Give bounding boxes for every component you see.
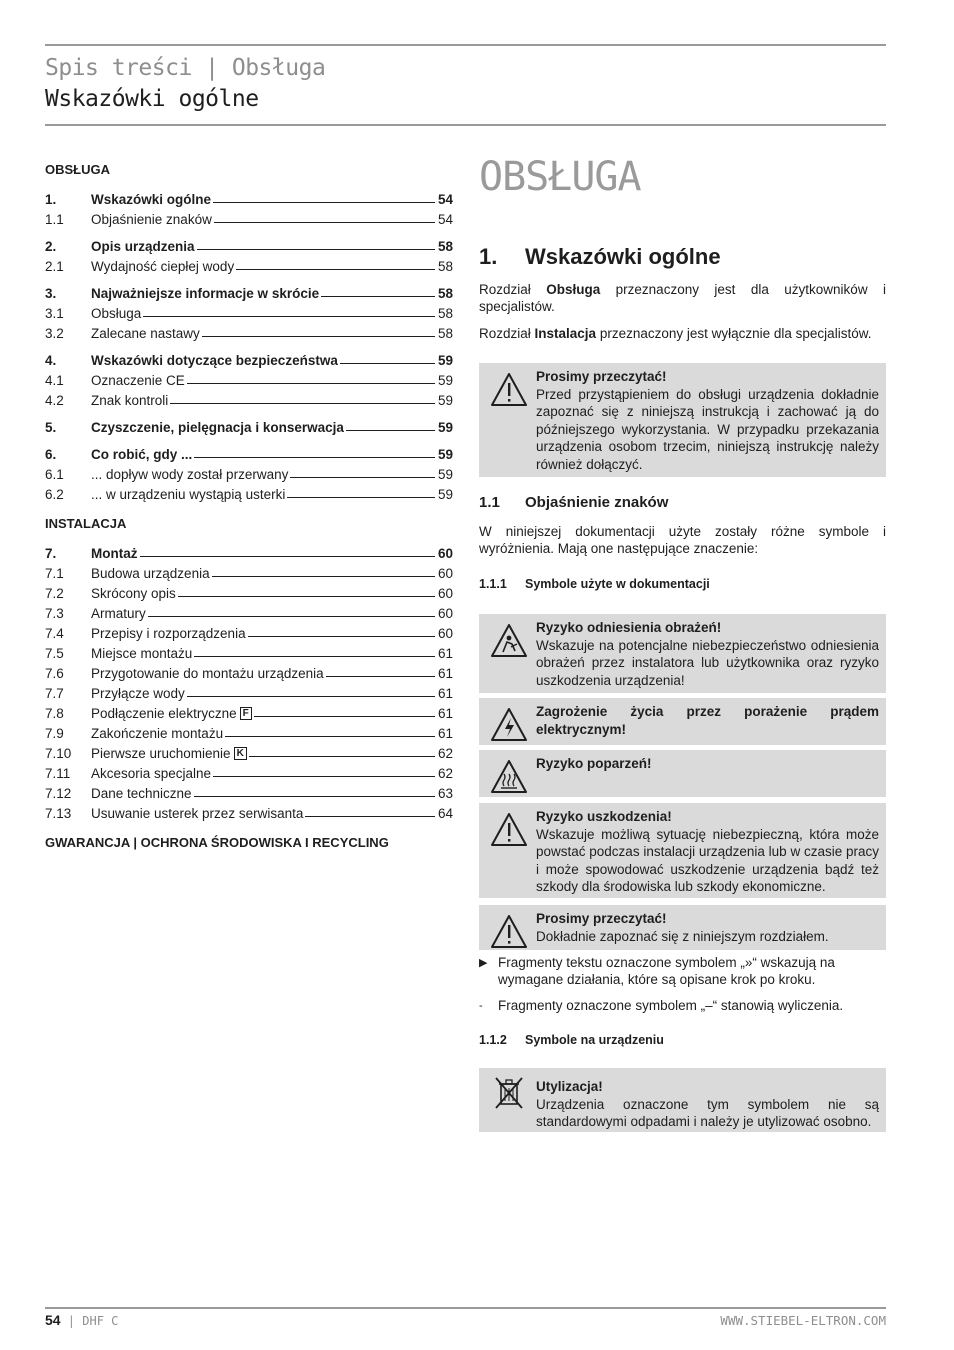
chapter-title: OBSŁUGA — [479, 154, 641, 200]
note-text: Dokładnie zapoznać się z niniejszym rozdziałem. — [536, 928, 829, 944]
toc-entry[interactable] — [45, 641, 453, 661]
intro-paragraph-2: Rozdział Instalacja przeznaczony jest wyłącznie dla specjalistów. — [479, 326, 872, 341]
toc-entry-label: Najważniejsze informacje w skrócie — [91, 286, 320, 301]
toc-entry-number: 4.1 — [45, 373, 64, 388]
toc-entry-number: 1.1 — [45, 212, 64, 227]
toc-leader-line — [213, 202, 435, 203]
list-item: - Fragmenty oznaczone symbolem „–“ stanowią wyliczenia. — [479, 998, 844, 1013]
toc-entry-number: 7.11 — [45, 766, 71, 781]
toc-entry-label: ... w urządzeniu wystąpią usterki — [91, 487, 286, 502]
footer-rule — [45, 1307, 886, 1309]
toc-entry[interactable] — [45, 741, 453, 761]
toc-entry-label: Przygotowanie do montażu urządzenia — [91, 666, 324, 681]
toc-entry-label: Oznaczenie CE — [91, 373, 185, 388]
toc-entry-label: Podłączenie elektryczne F — [91, 706, 252, 721]
toc-leader-line — [346, 430, 435, 431]
toc-entry-label: Zalecane nastawy — [91, 326, 200, 341]
toc-entry[interactable] — [45, 254, 453, 274]
website-url[interactable]: WWW.STIEBEL-ELTRON.COM — [720, 1313, 886, 1328]
toc-entry-number: 1. — [45, 192, 57, 207]
toc-entry-number: 6.2 — [45, 487, 64, 502]
toc-entry[interactable] — [45, 761, 453, 781]
header-rule — [45, 44, 886, 46]
toc-entry-number: 7.8 — [45, 706, 64, 721]
warning-triangle-icon — [489, 369, 529, 409]
toc-entry-label: Armatury — [91, 606, 146, 621]
toc-entry[interactable] — [45, 234, 453, 254]
note-read-box — [479, 363, 886, 477]
toc-entry-number: 4. — [45, 353, 57, 368]
toc-leader-line — [236, 269, 435, 270]
toc-entry-page: 61 — [437, 686, 453, 701]
disposal-text: Urządzenia oznaczone tym symbolem nie są standardowymi odpadami i należy je utylizować osobno. — [536, 1096, 879, 1129]
toc-entry-page: 60 — [437, 586, 453, 601]
toc-leader-line — [214, 222, 435, 223]
disposal-title: Utylizacja! — [536, 1079, 603, 1094]
electric-shock-icon — [489, 704, 529, 744]
intro-paragraph-1: Rozdział Obsługa przeznaczony jest dla użytkowników i specjalistów. — [479, 282, 886, 314]
header-divider — [45, 124, 886, 126]
toc-entry-number: 7.13 — [45, 806, 72, 821]
toc-leader-line — [194, 656, 435, 657]
toc-entry-label: Skrócony opis — [91, 586, 176, 601]
subsubsection-heading-1: 1.1.1 Symbole użyte w dokumentacji — [479, 577, 710, 591]
toc-section-gwarancja: GWARANCJA | OCHRONA ŚRODOWISKA I RECYCLING — [45, 835, 389, 850]
toc-entry[interactable] — [45, 207, 453, 227]
toc-entry-page: 61 — [437, 646, 453, 661]
toc-leader-line — [225, 736, 435, 737]
toc-entry-number: 3.2 — [45, 326, 64, 341]
toc-leader-line — [340, 363, 435, 364]
toc-entry-number: 7.5 — [45, 646, 64, 661]
note-chapter-box — [479, 905, 886, 950]
toc-entry-label: Dane techniczne — [91, 786, 192, 801]
arrow-bullet-icon: ▶ — [479, 957, 488, 969]
toc-entry-label: Objaśnienie znaków — [91, 212, 212, 227]
toc-leader-line — [140, 556, 436, 557]
toc-entry-number: 7.9 — [45, 726, 64, 741]
toc-entry[interactable] — [45, 621, 453, 641]
toc-leader-line — [197, 249, 435, 250]
toc-section-obsluga: OBSŁUGA — [45, 162, 110, 177]
toc-entry[interactable] — [45, 482, 453, 502]
warning-burn-box — [479, 750, 886, 797]
toc-entry-page: 61 — [437, 666, 453, 681]
toc-entry-label: Wydajność ciepłej wody — [91, 259, 235, 274]
toc-entry[interactable] — [45, 581, 453, 601]
toc-entry-label: Znak kontroli — [91, 393, 169, 408]
toc-entry-label: Czyszczenie, pielęgnacja i konserwacja — [91, 420, 344, 435]
toc-entry-page: 61 — [437, 706, 453, 721]
toc-entry-number: 2.1 — [45, 259, 64, 274]
toc-entry-page: 58 — [437, 286, 453, 301]
section-title: Wskazówki ogólne — [525, 244, 721, 269]
subsubsection-heading-2: 1.1.2 Symbole na urządzeniu — [479, 1033, 664, 1047]
toc-leader-line — [254, 716, 435, 717]
toc-entry-label: Obsługa — [91, 306, 142, 321]
toc-entry-page: 60 — [437, 546, 453, 561]
warning-title: Ryzyko poparzeń! — [536, 756, 652, 771]
toc-entry[interactable] — [45, 368, 453, 388]
table-of-contents — [45, 160, 453, 853]
toc-entry-label: Wskazówki dotyczące bezpieczeństwa — [91, 353, 338, 368]
toc-entry-page: 61 — [437, 726, 453, 741]
toc-entry-page: 59 — [437, 467, 453, 482]
toc-leader-line — [290, 477, 435, 478]
warning-electric-box — [479, 698, 886, 745]
toc-entry-page: 54 — [437, 192, 453, 207]
toc-entry-badge: F — [240, 707, 252, 720]
toc-entry-page: 59 — [437, 353, 453, 368]
toc-entry-label: Budowa urządzenia — [91, 566, 210, 581]
toc-entry[interactable] — [45, 781, 453, 801]
toc-entry-page: 60 — [437, 606, 453, 621]
toc-entry-label: Wskazówki ogólne — [91, 192, 212, 207]
toc-leader-line — [248, 636, 435, 637]
toc-entry-page: 60 — [437, 626, 453, 641]
toc-entry-number: 7.1 — [45, 566, 64, 581]
toc-leader-line — [194, 796, 435, 797]
warning-title: Ryzyko odniesienia obrażeń! — [536, 620, 722, 635]
warning-text: Wskazuje możliwą sytuację niebezpieczną, która może powstać podczas instalacji urządzenia lub w czasie pracy i może spowodować uszkodzenie urządzenia bądź też szkody dla środowiska lub szkody ekonomiczne. — [536, 826, 879, 894]
toc-entry-page: 59 — [437, 393, 453, 408]
section-number: 1. — [479, 244, 498, 269]
toc-entry[interactable] — [45, 681, 453, 701]
page-number: 54 — [45, 1312, 61, 1328]
toc-leader-line — [187, 383, 435, 384]
toc-entry-number: 6. — [45, 447, 57, 462]
toc-entry[interactable] — [45, 281, 453, 301]
toc-entry-page: 62 — [437, 766, 453, 781]
disposal-box — [479, 1068, 886, 1132]
toc-entry[interactable] — [45, 541, 453, 561]
toc-leader-line — [249, 756, 435, 757]
toc-leader-line — [213, 776, 435, 777]
toc-entry-page: 59 — [437, 487, 453, 502]
note-text: Przed przystąpieniem do obsługi urządzenia dokładnie zapoznać się z niniejszą instrukcją i zachować ją do późniejszego wykorzystania. W przypadku przekazania urządzenia osobom trzecim, niniejszą instrukcję należy również dołączyć. — [536, 386, 879, 472]
toc-entry-number: 7.7 — [45, 686, 64, 701]
toc-entry-number: 5. — [45, 420, 57, 435]
toc-entry[interactable] — [45, 415, 453, 435]
toc-entry-number: 7.6 — [45, 666, 64, 681]
toc-leader-line — [170, 403, 435, 404]
toc-entry-number: 7.10 — [45, 746, 72, 761]
toc-leader-line — [178, 596, 435, 597]
toc-entry-number: 7. — [45, 546, 57, 561]
warning-title: Zagrożenie życia przez porażenie prądem elektrycznym! — [536, 704, 879, 737]
toc-entry[interactable] — [45, 388, 453, 408]
toc-entry-number: 3. — [45, 286, 57, 301]
toc-entry-page: 54 — [437, 212, 453, 227]
toc-entry-number: 2. — [45, 239, 57, 254]
toc-entry[interactable] — [45, 348, 453, 368]
toc-leader-line — [143, 316, 435, 317]
toc-entry[interactable] — [45, 601, 453, 621]
toc-entry[interactable] — [45, 561, 453, 581]
page-title: Wskazówki ogólne — [45, 86, 259, 112]
toc-entry-label: ... dopływ wody został przerwany — [91, 467, 289, 482]
dash-bullet-icon: - — [479, 1000, 483, 1012]
toc-entry-label: Opis urządzenia — [91, 239, 195, 254]
toc-leader-line — [326, 676, 435, 677]
toc-entry-page: 60 — [437, 566, 453, 581]
toc-entry-badge: K — [234, 747, 247, 760]
toc-entry-label: Przyłącze wody — [91, 686, 185, 701]
toc-entry-label: Pierwsze uruchomienie K — [91, 746, 247, 761]
note-title: Prosimy przeczytać! — [536, 369, 667, 384]
toc-entry-number: 7.12 — [45, 786, 72, 801]
toc-entry-page: 58 — [437, 306, 453, 321]
subsection-heading: 1.1 Objaśnienie znaków — [479, 494, 669, 511]
toc-entry[interactable] — [45, 801, 453, 821]
toc-entry-label: Akcesoria specjalne — [91, 766, 212, 781]
toc-entry-page: 58 — [437, 259, 453, 274]
warning-triangle-icon — [489, 911, 529, 951]
toc-entry[interactable] — [45, 701, 453, 721]
toc-entry[interactable] — [45, 721, 453, 741]
toc-entry-page: 58 — [437, 239, 453, 254]
toc-entry-page: 63 — [437, 786, 453, 801]
toc-entry-label: Miejsce montażu — [91, 646, 193, 661]
toc-entry-page: 59 — [437, 447, 453, 462]
toc-entry-number: 3.1 — [45, 306, 64, 321]
toc-entry-page: 58 — [437, 326, 453, 341]
toc-entry[interactable] — [45, 442, 453, 462]
toc-entry[interactable] — [45, 462, 453, 482]
breadcrumb: Spis treści | Obsługa — [45, 55, 326, 81]
note-title: Prosimy przeczytać! — [536, 911, 667, 926]
toc-entry-label: Montaż — [91, 546, 138, 561]
section-heading — [479, 244, 721, 270]
toc-leader-line — [287, 497, 435, 498]
toc-entry-number: 7.3 — [45, 606, 64, 621]
toc-entry-number: 6.1 — [45, 467, 64, 482]
toc-entry-page: 59 — [437, 420, 453, 435]
toc-entry-label: Zakończenie montażu — [91, 726, 224, 741]
toc-entry-page: 64 — [437, 806, 453, 821]
toc-entry-label: Przepisy i rozporządzenia — [91, 626, 246, 641]
hot-surface-icon — [489, 756, 529, 796]
symbols-paragraph: W niniejszej dokumentacji użyte zostały różne symbole i wyróżnienia. Mają one następujące znaczenie: — [479, 524, 886, 556]
warning-injury-box — [479, 614, 886, 693]
toc-leader-line — [321, 296, 435, 297]
toc-section-instalacja: INSTALACJA — [45, 516, 127, 531]
toc-entry[interactable] — [45, 301, 453, 321]
warning-title: Ryzyko uszkodzenia! — [536, 809, 672, 824]
toc-leader-line — [194, 457, 435, 458]
warning-text: Wskazuje na potencjalne niebezpieczeństwo odniesienia obrażeń przez instalatora lub użytkownika oraz ryzyko uszkodzenia urządzenia! — [536, 637, 879, 688]
toc-leader-line — [202, 336, 435, 337]
injury-warning-icon — [489, 620, 529, 660]
toc-entry-label: Usuwanie usterek przez serwisanta — [91, 806, 304, 821]
toc-entry-number: 7.2 — [45, 586, 64, 601]
model-name: DHF C — [82, 1314, 119, 1328]
toc-entry-number: 4.2 — [45, 393, 64, 408]
toc-entry-page: 62 — [437, 746, 453, 761]
toc-entry[interactable] — [45, 661, 453, 681]
warning-triangle-icon — [489, 809, 529, 849]
toc-leader-line — [305, 816, 435, 817]
footer-left: 54 | DHF C — [45, 1312, 119, 1328]
toc-entry[interactable] — [45, 321, 453, 341]
toc-leader-line — [212, 576, 435, 577]
toc-entry-label: Co robić, gdy ... — [91, 447, 193, 462]
toc-entry[interactable] — [45, 187, 453, 207]
warning-damage-box — [479, 803, 886, 898]
toc-entry-page: 59 — [437, 373, 453, 388]
list-item: ▶ Fragmenty tekstu oznaczone symbolem „»“ wskazują na wymagane działania, które są opisane krok po kroku. — [479, 955, 835, 987]
toc-leader-line — [187, 696, 435, 697]
crossed-bin-icon — [489, 1074, 529, 1114]
toc-entry-number: 7.4 — [45, 626, 64, 641]
toc-leader-line — [148, 616, 435, 617]
